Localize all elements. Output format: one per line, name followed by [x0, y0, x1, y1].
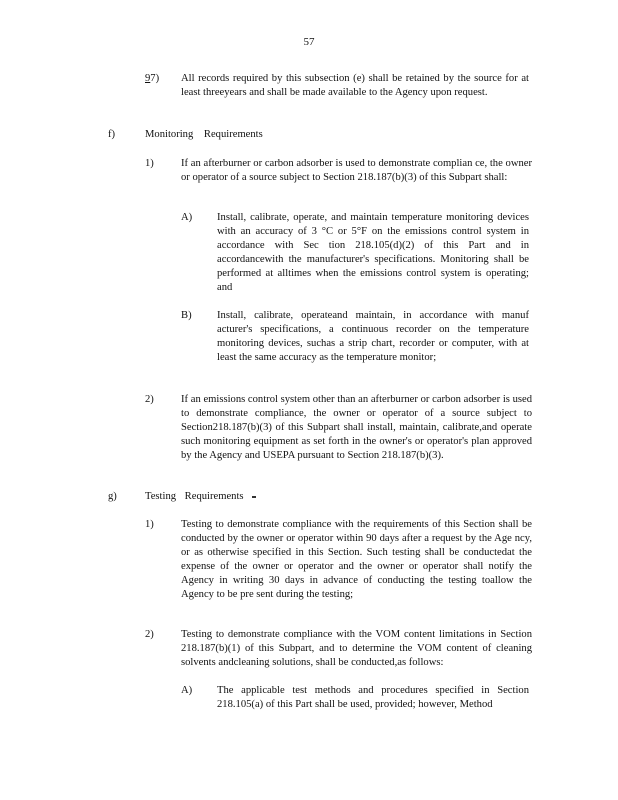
- item-g2a-number: A): [181, 685, 193, 696]
- paragraph-f1: If an afterburner or carbon adsorber is used to demonstrate complian ce, the owner or operator of a source subject to Section 218.187(b)(3) of this Subpart shall:: [181, 158, 532, 183]
- item-number-9: [145, 72, 159, 86]
- paragraph-records-retention: All records required by this subsection (e) shall be retained by the source for at least threeyears and shall be made available to the Agency upon request.: [181, 73, 529, 98]
- section-g-title: [145, 490, 256, 504]
- item-f1a-number: A): [181, 212, 193, 223]
- section-f-label: f): [108, 129, 116, 140]
- paragraph-f1a: Install, calibrate, operate, and maintain temperature monitoring devices with an accuracy of 3 °C or 5°F on the emissions control system in accordance with Sec tion 218.105(d)(2) of this Part and in accordancewith the manufacturer's specifications. Monitoring shall be performed at alltimes when the emissions control system is operating; and: [217, 212, 529, 293]
- section-f-title: Monitoring Requirements: [145, 129, 263, 140]
- cursor-mark: [252, 496, 256, 498]
- item-number-rest: 7): [150, 73, 160, 84]
- paragraph-f1b: Install, calibrate, operateand maintain, in accordance with manuf acturer's specifications, a continuous recorder on the temperature monitoring devices, suchas a strip chart, recorder or computer, with at least the same accuracy as the temperature monitor;: [217, 310, 529, 363]
- item-number-underlined: 9: [145, 73, 151, 84]
- item-f1-number: 1): [145, 158, 154, 169]
- section-g-label: g): [108, 491, 117, 502]
- section-g-title-text: Testing Requirements: [145, 491, 244, 502]
- paragraph-g2: Testing to demonstrate compliance with the VOM content limitations in Section 218.187(b)(1) of this Subpart, and to determine the VOM content of cleaning solvents andcleaning solutions, shall be conducted,as follows:: [181, 629, 532, 668]
- item-f1b-number: B): [181, 310, 192, 321]
- item-f2-number: 2): [145, 394, 154, 405]
- page-number: 57: [303, 36, 315, 48]
- paragraph-g2a: The applicable test methods and procedures specified in Section 218.105(a) of this Part shall be used, provided; however, Method: [217, 685, 529, 710]
- item-g2-number: 2): [145, 629, 154, 640]
- paragraph-g1: Testing to demonstrate compliance with the requirements of this Section shall be conducted by the owner or operator within 90 days after a request by the Age ncy, or as otherwise specified in this Section. Such testing shall be conductedat the expense of the owner or operator and the owner or operator shall notify the Agency in writing 30 days in advance of conducting the testing toallow the Agency to be pre sent during the testing;: [181, 519, 532, 600]
- paragraph-f2: If an emissions control system other than an afterburner or carbon adsorber is used to demonstrate compliance, the owner or operator of a source subject to Section218.187(b)(3) of this Subpart shall install, maintain, calibrate,and operate such monitoring equipment as set forth in the owner's or operator's plan approved by the Agency and USEPA pursuant to Section 218.187(b)(3).: [181, 394, 532, 461]
- item-g1-number: 1): [145, 519, 154, 530]
